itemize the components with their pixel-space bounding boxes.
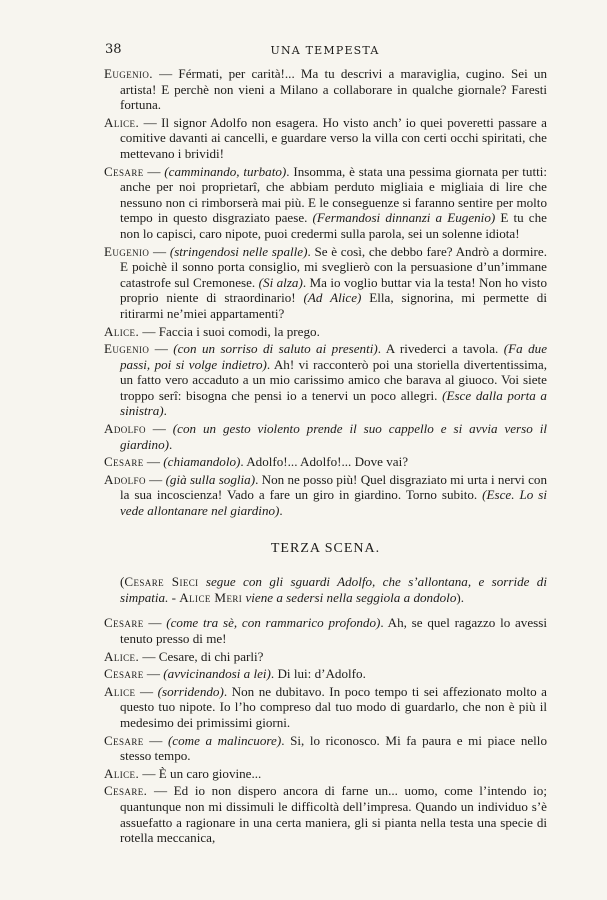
dialogue-text: — xyxy=(143,163,165,179)
dialogue-line xyxy=(104,783,547,845)
dialogue-text: — Ed io non dispero ancora di farne un... uomo, come l’intendo io; quantunque non mi dissimuli le difficoltà dell’impresa. Quando un individuo s’è assuefatto a ragionare in una certa maniera, gli si pianta nella testa una specie di rotella meccanica, xyxy=(120,783,547,846)
dialogue-line xyxy=(104,66,547,113)
dialogue-text: — Férmati, per carità!... Ma tu descrivi a maraviglia, cugino. Sei un artista! E perchè non vieni a Milano a collaborare in qualche giornale? Faresti fortuna. xyxy=(120,66,547,113)
dialogue-line xyxy=(104,615,547,646)
speaker-name: Eugenio. xyxy=(104,66,153,81)
dialogue-text: . xyxy=(168,436,173,452)
dialogue-text: . Di lui: d’Adolfo. xyxy=(270,666,366,682)
dialogue-text: . Insomma, è stata una pessima giornata per tutti: anche per noi proprietarî, che abbiam perduto migliaia e migliaia di lire che nessuno non ci rimborserà mai più. E le conseguenze si faranno sentire per molto tempo in questo disgraziato paese. xyxy=(120,163,548,226)
dialogue-text: — xyxy=(145,471,166,487)
speaker-name: Alice. xyxy=(104,765,140,781)
dialogue-line xyxy=(104,666,547,682)
scene-title: TERZA SCENA. xyxy=(270,540,381,556)
stage-note: (sorridendo) xyxy=(157,683,224,699)
dialogue-text: . xyxy=(279,503,283,519)
dialogue-after xyxy=(104,615,547,845)
dialogue-text: — Il signor Adolfo non esagera. Ho visto anch’ io quei poveretti passare a comitive davanti ai cancelli, e guardare verso la villa con certi occhi spiritati, che mettevano i brividi! xyxy=(120,114,547,161)
stage-note: (stringendosi nelle spalle) xyxy=(169,243,308,259)
dialogue-text: . Se è così, che debbo fare? Andrò a dormire. E poichè il sonno porta consiglio, mi sveglierò con la persuasione d’un’immane catastrofe sul Cremonese. xyxy=(120,243,547,290)
stage-note: (camminando, turbato) xyxy=(164,163,287,179)
dialogue-text: . Adolfo!... Adolfo!... Dove vai? xyxy=(240,454,409,470)
stage-note: (con un sorriso di saluto ai presenti) xyxy=(173,341,378,357)
dialogue-line xyxy=(104,324,547,340)
speaker-name: Cesare xyxy=(104,666,144,682)
speaker-name: Cesare xyxy=(104,163,144,179)
dialogue-text: . Ah, se quel ragazzo lo avessi tenuto presso di me! xyxy=(120,615,547,646)
stage-note: segue con gli sguardi Adolfo, che s’allontana, e sorride di simpatia. - xyxy=(120,574,547,605)
character-name: Cesare Sieci xyxy=(124,574,199,590)
stage-direction xyxy=(104,574,547,605)
dialogue-text: — Cesare, di chi parli? xyxy=(139,648,264,664)
speaker-name: Eugenio xyxy=(104,243,150,259)
stage-note: (come a malincuore) xyxy=(167,732,282,748)
dialogue-text: . Ah! vi racconterò poi una storiella divertentissima, un fatto vero accaduto a un mio carissimo amico che barava al giuoco. Voi siete troppo serî: bisogna che pensi io a tenervi un poco allegri. xyxy=(120,356,547,403)
dialogue-text: . Si, lo riconosco. Mi fa paura e mi piace nello stesso tempo. xyxy=(120,732,547,764)
dialogue-text: — xyxy=(149,341,174,357)
dialogue-text: — È un caro giovine... xyxy=(139,765,262,781)
page-header xyxy=(105,42,545,60)
dialogue-text: . A rivederci a tavola. xyxy=(377,341,504,357)
speaker-name: Cesare xyxy=(104,732,144,748)
dialogue-text: Ella, signorina, mi permette di ritirarmi ne’miei appartamenti? xyxy=(120,290,547,321)
stage-note: (Fa due passi, poi si volge indietro) xyxy=(120,341,548,372)
dialogue-line xyxy=(104,164,547,242)
dialogue-line xyxy=(104,733,547,764)
stage-note: (Fermandosi dinnanzi a Eugenio) xyxy=(312,210,496,226)
stage-note: (Esce. Lo si vede allontanare nel giardino) xyxy=(120,487,547,519)
stage-note: viene a sedersi nella seggiola a dondolo xyxy=(242,589,457,605)
stage-note: (come tra sè, con rammarico profondo) xyxy=(166,615,381,631)
dialogue-text: — xyxy=(145,421,173,437)
speaker-name: Alice. xyxy=(104,648,140,664)
dialogue-text: — Faccia i suoi comodi, la prego. xyxy=(139,323,320,339)
speaker-name: Adolfo xyxy=(104,471,146,487)
stage-note: (Esce dalla porta a sinistra) xyxy=(120,387,547,419)
running-title: UNA TEMPESTA xyxy=(270,44,380,57)
dialogue-text: E tu che non lo capisci, caro nipote, puoi credermi sulla parola, sei un solenne idiota! xyxy=(120,210,547,241)
dialogue-line xyxy=(104,115,547,162)
speaker-name: Alice. xyxy=(104,114,140,130)
dialogue-line xyxy=(104,649,547,665)
dialogue-line xyxy=(104,472,547,519)
dialogue-line xyxy=(104,421,547,452)
character-name: Alice Meri xyxy=(179,589,243,605)
dialogue-text: . Non ne dubitavo. In poco tempo ti sei affezionato molto a questo tuo nipote. Io l’ho compreso dal tuo modo di guardarlo, che non è più il medesimo dei primissimi giorni. xyxy=(120,683,547,730)
dialogue-text: . Ma io voglio buttar via la testa! Non ho visto proprio niente di straordinario! xyxy=(120,274,547,306)
dialogue-line xyxy=(104,684,547,731)
dialogue-text: . xyxy=(163,403,167,419)
dialogue-text: — xyxy=(135,683,158,699)
dialogue-before xyxy=(104,66,547,519)
dialogue-text: . Non ne posso più! Quel disgraziato mi urta i nervi con la sua incoscienza! Vado a fare un giro in giardino. Torno subito. xyxy=(120,471,548,503)
dialogue-line xyxy=(104,454,547,470)
stage-note: (chiamandolo) xyxy=(163,454,241,470)
speaker-name: Cesare. xyxy=(104,783,148,799)
dialogue-text: — xyxy=(149,243,170,259)
stage-note: (avvicinandosi a lei) xyxy=(163,666,271,682)
speaker-name: Adolfo xyxy=(104,421,146,437)
dialogue-line xyxy=(104,341,547,419)
dialogue-text: — xyxy=(143,615,167,631)
speaker-name: Alice xyxy=(104,683,136,699)
stage-note: (Si alza) xyxy=(258,274,303,290)
dialogue-text: — xyxy=(143,666,164,682)
dialogue-text: — xyxy=(143,732,168,748)
stage-note: (già sulla soglia) xyxy=(165,471,256,487)
speaker-name: Cesare xyxy=(104,454,144,470)
dialogue-text: — xyxy=(143,454,164,470)
speaker-name: Eugenio xyxy=(104,341,150,357)
dialogue-text: ). xyxy=(456,589,465,605)
page-number: 38 xyxy=(105,42,122,57)
stage-note: (Ad Alice) xyxy=(303,290,362,306)
dialogue-text: ( xyxy=(120,574,125,590)
speaker-name: Cesare xyxy=(104,615,144,631)
page-text xyxy=(104,66,547,848)
speaker-name: Alice. xyxy=(104,323,140,339)
dialogue-line xyxy=(104,244,547,322)
dialogue-line xyxy=(104,766,547,782)
stage-note: (con un gesto violento prende il suo cappello e si avvia verso il giardino) xyxy=(120,421,547,452)
